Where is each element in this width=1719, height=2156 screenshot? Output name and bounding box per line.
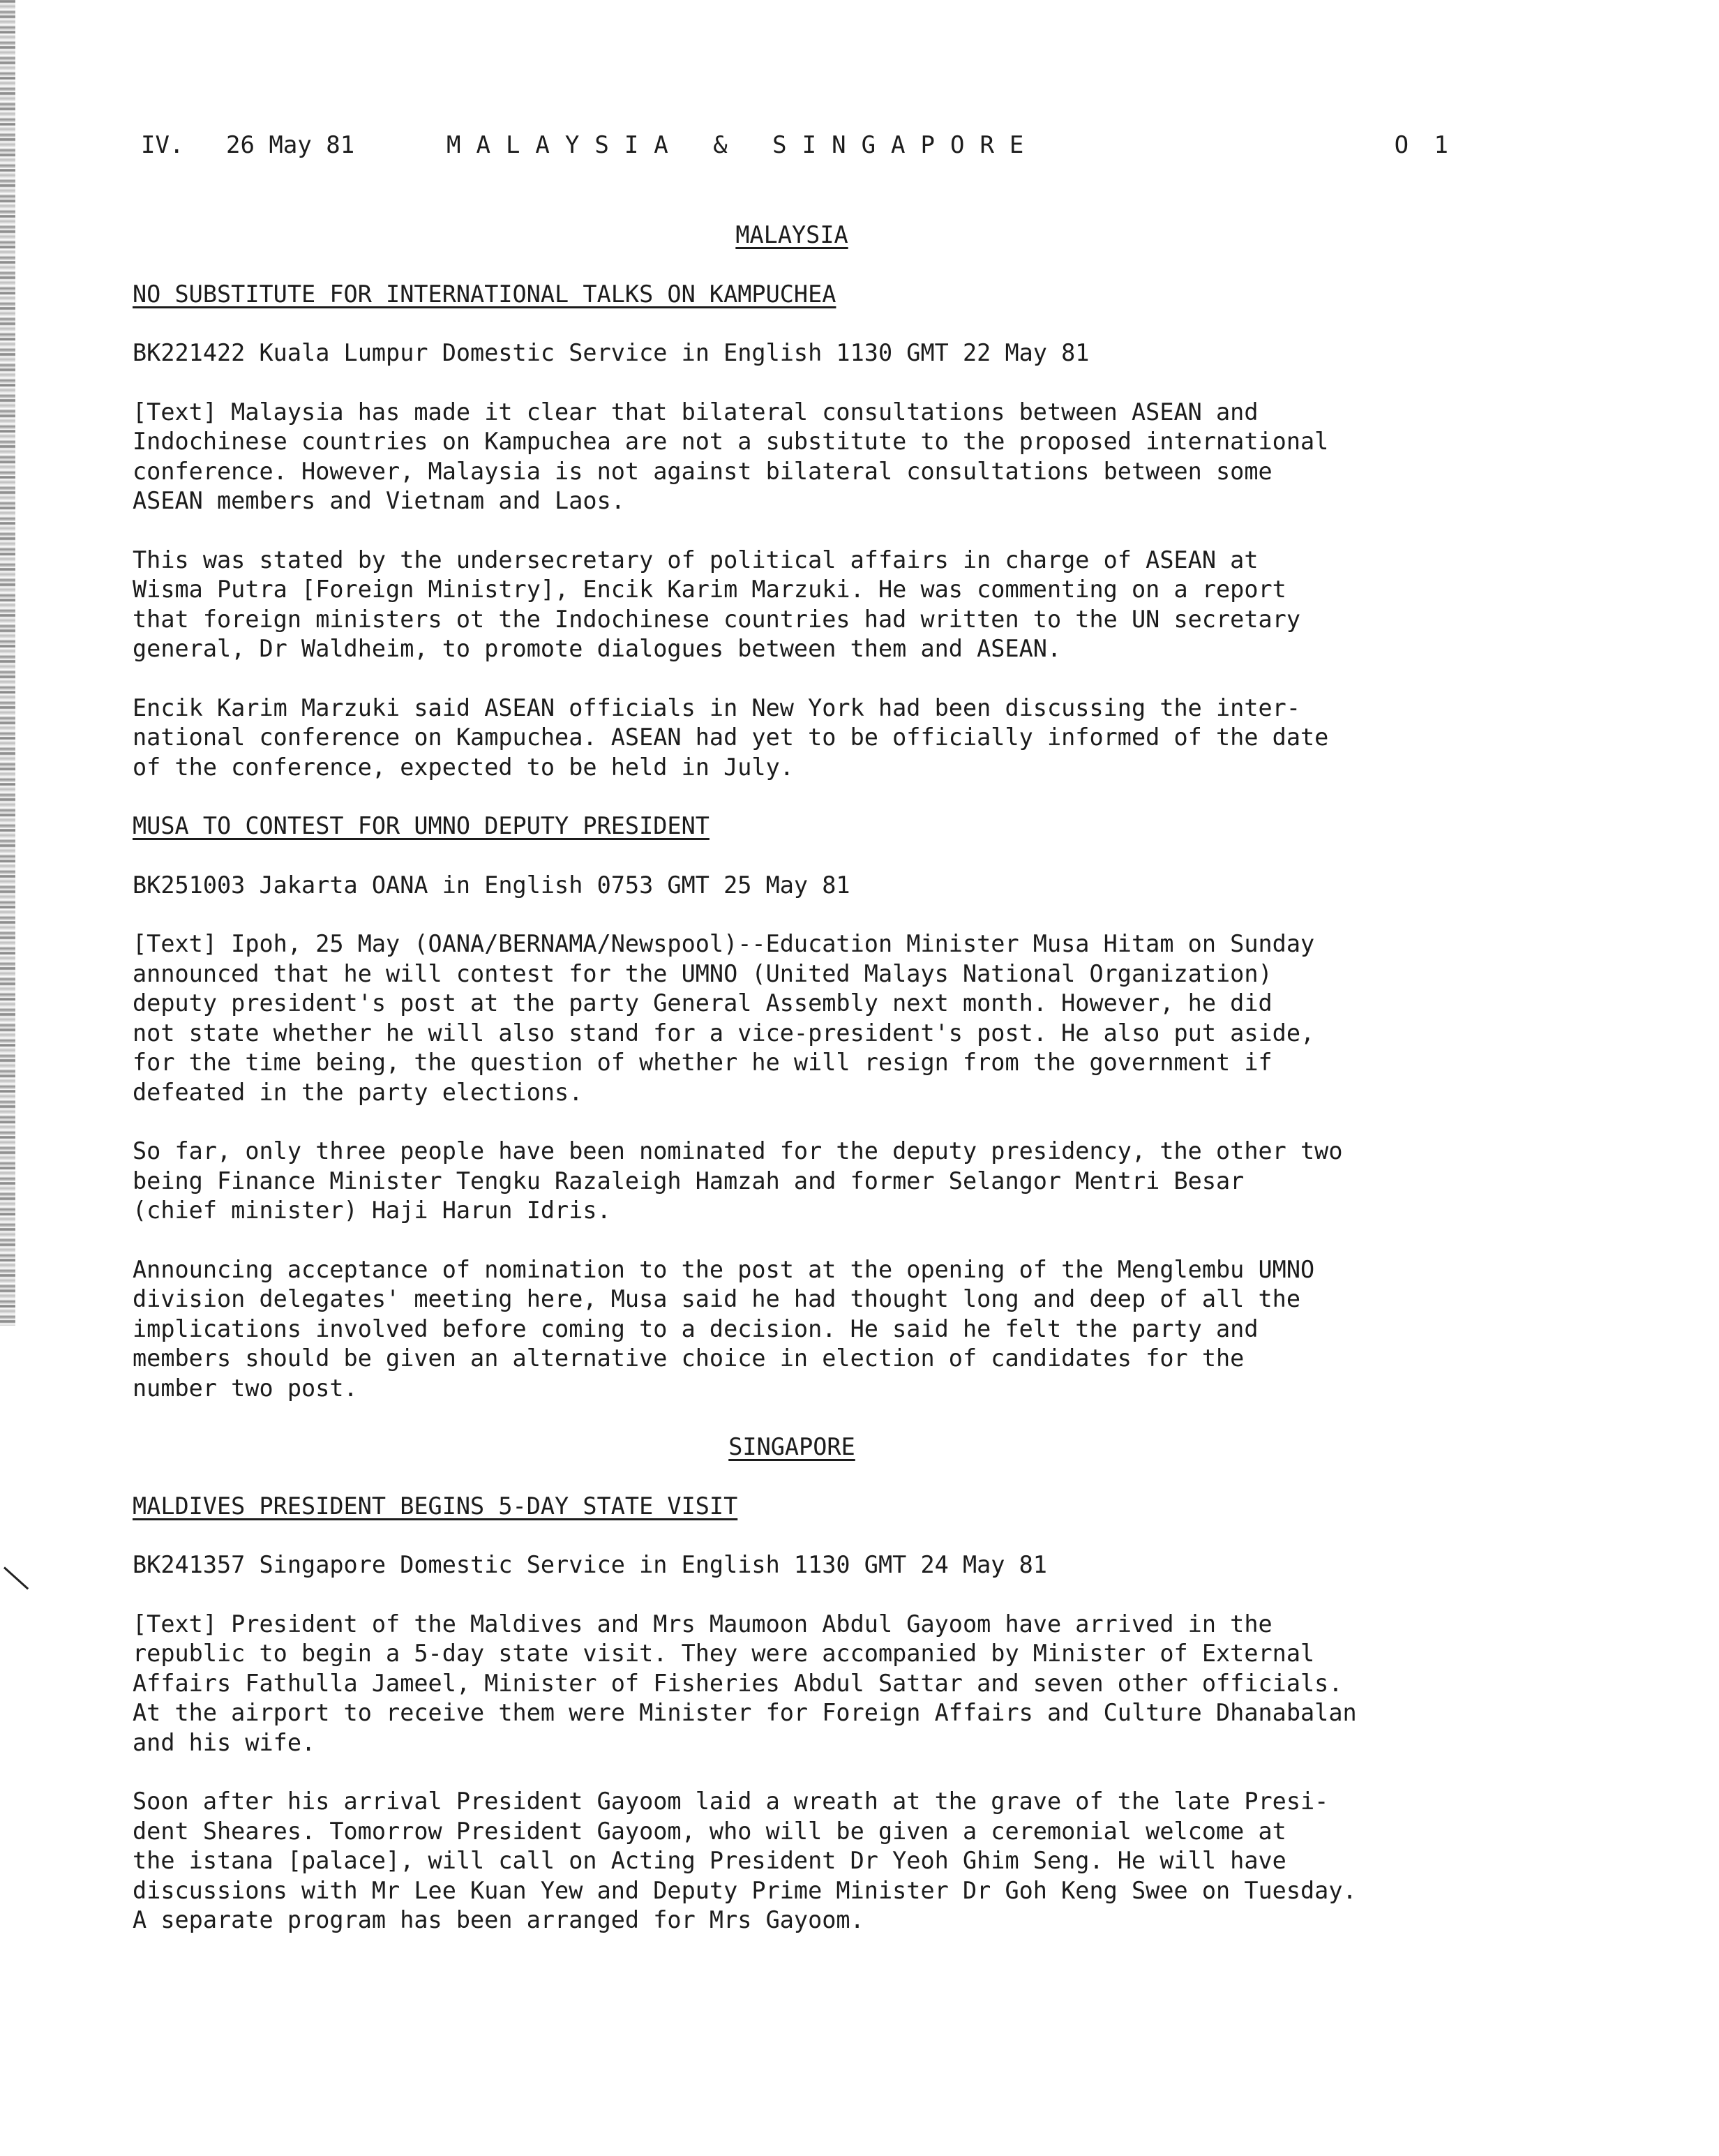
story-paragraph: This was stated by the undersecretary of political affairs in charge of ASEAN at Wisma Putra [Foreign Ministry], Encik Karim Marzuki. He was commenting on a report that foreign ministers ot the Indochinese countries had written to the UN secretary general, Dr Waldheim, to promote dialogues between them and ASEAN. xyxy=(133,546,1301,662)
story-paragraph: [Text] President of the Maldives and Mrs Maumoon Abdul Gayoom have arrived in the republic to begin a 5-day state visit. They were accompanied by Minister of External Affairs Fathulla Jameel, Minister of Fisheries Abdul Sattar and seven other officials. At the airport to receive them were Minister for Foreign Affairs and Culture Dhanabalan and his wife. xyxy=(133,1610,1357,1756)
margin-mark xyxy=(3,1566,29,1589)
story-paragraph: So far, only three people have been nominated for the deputy presidency, the other two being Finance Minister Tengku Razaleigh Hamzah and former Selangor Mentri Besar (chief minister) Haji Harun Idris. xyxy=(133,1137,1343,1224)
story-dateline: BK221422 Kuala Lumpur Domestic Service in English 1130 GMT 22 May 81 xyxy=(133,339,1090,366)
document-body xyxy=(133,220,1451,1965)
story-kampuchea xyxy=(133,280,1451,783)
story-paragraph: [Text] Ipoh, 25 May (OANA/BERNAMA/Newspool)--Education Minister Musa Hitam on Sunday announced that he will contest for the UMNO (United Malays National Organization) deputy president's post at the party General Assembly next month. However, he did not state whether he will also stand for a vice-president's post. He also put aside, for the time being, the question of whether he will resign from the government if defeated in the party elections. xyxy=(133,930,1315,1106)
story-paragraph: Soon after his arrival President Gayoom laid a wreath at the grave of the late Presi- dent Sheares. Tomorrow President Gayoom, who will be given a ceremonial welcome at the istana [palace], will call on Acting President Dr Yeoh Ghim Seng. He will have discussions with Mr Lee Kuan Yew and Deputy Prime Minister Dr Goh Keng Swee on Tuesday. A separate program has been arranged for Mrs Gayoom. xyxy=(133,1788,1357,1933)
story-headline: MALDIVES PRESIDENT BEGINS 5-DAY STATE VISIT xyxy=(133,1492,738,1520)
scan-edge-artifact xyxy=(0,0,15,1326)
story-headline: MUSA TO CONTEST FOR UMNO DEPUTY PRESIDENT xyxy=(133,812,710,839)
page-number: O 1 xyxy=(1394,131,1454,159)
story-umno xyxy=(133,811,1451,1403)
story-paragraph: Encik Karim Marzuki said ASEAN officials in New York had been discussing the inter- national conference on Kampuchea. ASEAN had yet to be officially informed of the date of the conference, expected to be held in July. xyxy=(133,694,1329,781)
page-header xyxy=(141,131,1454,162)
section-title-malaysia: MALAYSIA xyxy=(735,221,848,248)
story-dateline: BK241357 Singapore Domestic Service in English 1130 GMT 24 May 81 xyxy=(133,1551,1047,1578)
region-title: MALAYSIA & SINGAPORE xyxy=(446,131,1039,159)
section-title-singapore: SINGAPORE xyxy=(728,1433,855,1460)
story-maldives xyxy=(133,1492,1451,1936)
story-paragraph: [Text] Malaysia has made it clear that bilateral consultations between ASEAN and Indochinese countries on Kampuchea are not a substitute to the proposed international conference. However, Malaysia is not against bilateral consultations between some ASEAN members and Vietnam and Laos. xyxy=(133,398,1329,514)
story-headline: NO SUBSTITUTE FOR INTERNATIONAL TALKS ON KAMPUCHEA xyxy=(133,280,836,308)
issue-number: IV. xyxy=(141,131,184,159)
story-dateline: BK251003 Jakarta OANA in English 0753 GMT 25 May 81 xyxy=(133,871,850,899)
issue-date: 26 May 81 xyxy=(226,131,355,159)
story-paragraph: Announcing acceptance of nomination to the post at the opening of the Menglembu UMNO division delegates' meeting here, Musa said he had thought long and deep of all the implications involved before coming to a decision. He said he felt the party and members should be given an alternative choice in election of candidates for the number two post. xyxy=(133,1255,1315,1402)
